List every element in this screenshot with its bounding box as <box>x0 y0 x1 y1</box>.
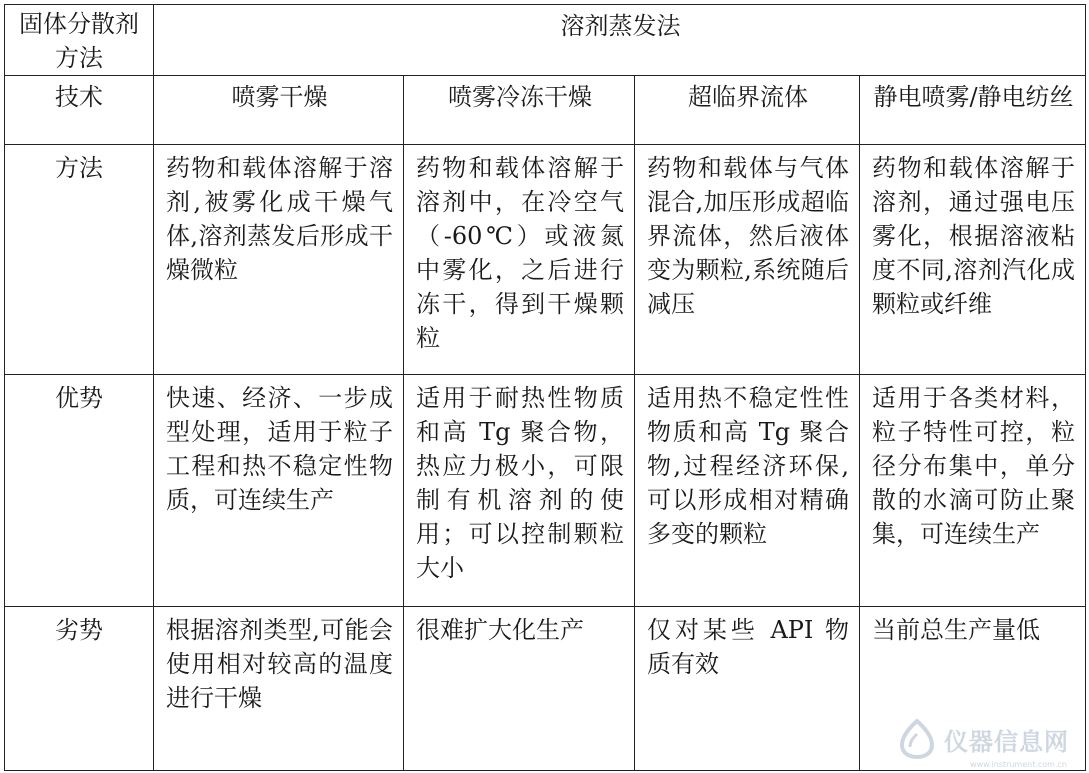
table-cell: 快速、经济、一步成型处理，适用于粒子工程和热不稳定性物质，可连续生产 <box>154 375 404 607</box>
table-cell: 药物和载体溶解于溶剂，通过强电压雾化，根据溶液粘度不同,溶剂汽化成颗粒或纤维 <box>860 145 1086 375</box>
watermark <box>894 719 1069 769</box>
table-cell: 药物和载体与气体混合,加压形成超临界流体，然后液体变为颗粒,系统随后减压 <box>635 145 860 375</box>
technique-header: 超临界流体 <box>635 76 860 145</box>
technique-header: 喷雾干燥 <box>154 76 404 145</box>
table-cell: 适用热不稳定性性物质和高 Tg 聚合物,过程经济环保,可以形成相对精确多变的颗粒 <box>635 375 860 607</box>
row-label: 劣势 <box>5 607 154 771</box>
watermark-url: www.instrument.com.cn <box>970 760 1067 769</box>
technique-header: 静电喷雾/静电纺丝 <box>860 76 1086 145</box>
technique-header: 喷雾冷冻干燥 <box>404 76 635 145</box>
group-header-cell: 溶剂蒸发法 <box>154 5 1086 76</box>
table-cell: 仅对某些 API 物质有效 <box>635 607 860 771</box>
table-cell: 药物和载体溶解于溶剂中，在冷空气（-60℃）或液氮中雾化，之后进行冻干，得到干燥颗粒 <box>404 145 635 375</box>
table-cell: 当前总生产量低 <box>860 607 1086 771</box>
comparison-table <box>4 4 1086 771</box>
tech-label-cell: 技术 <box>5 76 154 145</box>
watermark-text: 仪器信息网 <box>944 727 1069 756</box>
technique-row <box>5 76 1086 145</box>
table-cell: 适用于各类材料，粒子特性可控，粒径分布集中，单分散的水滴可防止聚集，可连续生产 <box>860 375 1086 607</box>
table-cell: 根据溶剂类型,可能会使用相对较高的温度进行干燥 <box>154 607 404 771</box>
table-header-row <box>5 5 1086 76</box>
method-row <box>5 145 1086 375</box>
row-label: 优势 <box>5 375 154 607</box>
table-cell: 药物和载体溶解于溶剂,被雾化成干燥气体,溶剂蒸发后形成干燥微粒 <box>154 145 404 375</box>
watermark-logo-icon <box>894 719 940 759</box>
corner-cell: 固体分散剂方法 <box>5 5 154 76</box>
table-cell: 适用于耐热性物质和高 Tg 聚合物，热应力极小，可限制有机溶剂的使用；可以控制颗粒大小 <box>404 375 635 607</box>
table-cell: 很难扩大化生产 <box>404 607 635 771</box>
advantage-row <box>5 375 1086 607</box>
row-label: 方法 <box>5 145 154 375</box>
